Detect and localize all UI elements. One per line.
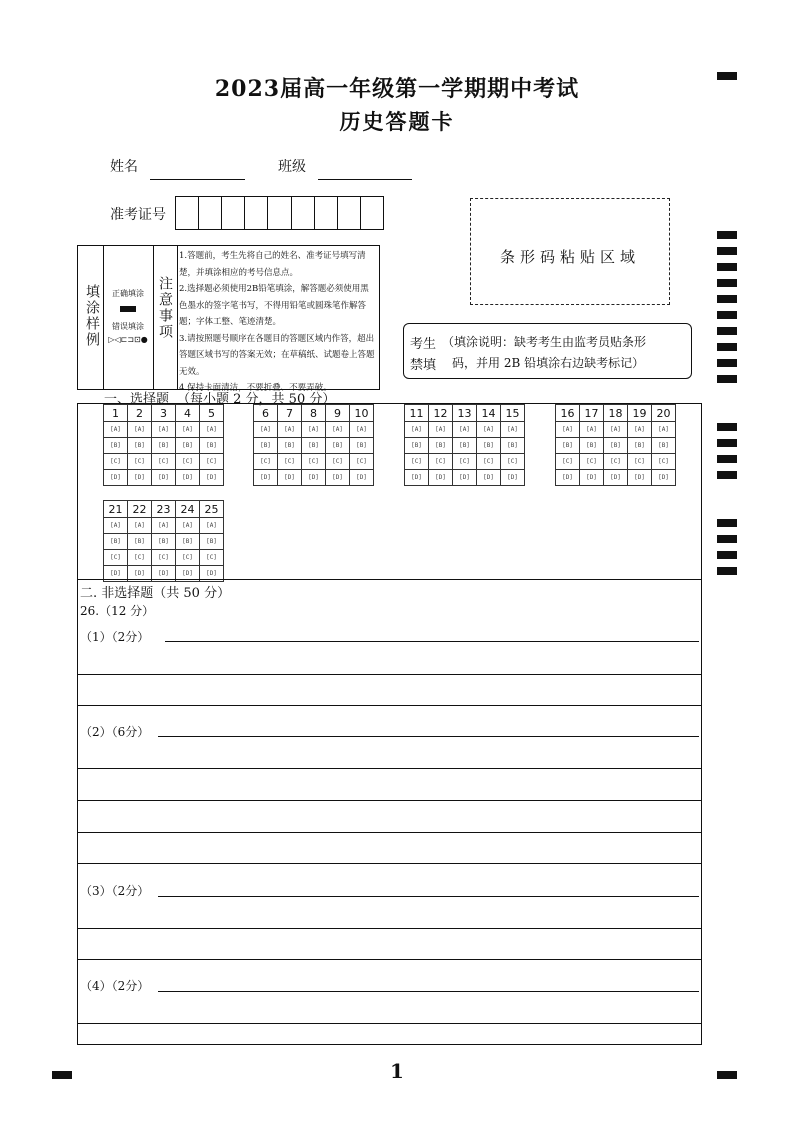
part-2-label: （2）（6分） (80, 725, 150, 739)
notice-item: 2.选择题必须使用2B铅笔填涂，解答题必须使用黑色墨水的签字笔书写，不得用铅笔或圆珠笔作解答题；字体工整、笔迹清楚。 (179, 284, 369, 327)
name-label: 姓名 (110, 159, 138, 175)
choice-group-1[interactable]: 1 2 3 4 5 [A] [A] [A] [A] [A] [B] [B] [B] [B] [B] [C] [C] [C] [C] [C] [D] [D] [D] [D] [D] (103, 404, 224, 486)
absent-box (403, 323, 692, 379)
answer-line[interactable] (77, 1023, 701, 1024)
section-divider (77, 579, 701, 580)
exam-id-label: 准考证号 (110, 207, 166, 223)
answer-line[interactable] (77, 863, 701, 864)
absent-text-2: 码，并用 2B 铅填涂右边缺考标记） (452, 356, 645, 370)
notice-item: 4.保持卡面清洁，不要折叠、不要弄破。 (179, 383, 332, 393)
answer-line[interactable] (77, 800, 701, 801)
choice-group-3[interactable]: 11 12 13 14 15 [A] [A] [A] [A] [A] [B] [B] [B] [B] [B] [C] [C] [C] [C] [C] [D] [D] [D] [D] [D] (404, 404, 525, 486)
class-field[interactable] (318, 179, 412, 180)
part-3-label: （3）（2分） (80, 884, 150, 898)
exam-title: 2023届高一年级第一学期期中考试 (214, 76, 580, 102)
answer-line[interactable] (77, 705, 701, 706)
choice-group-5[interactable]: 21 22 23 24 25 [A] [A] [A] [A] [A] [B] [B] [B] [B] [B] [C] [C] [C] [C] [C] [D] [D] [D] [D] [D] (103, 500, 224, 582)
answer-line[interactable] (77, 832, 701, 833)
answer-line[interactable] (158, 896, 699, 897)
absent-text-1: （填涂说明：缺考考生由监考员贴条形 (442, 335, 647, 349)
notice-box (77, 245, 380, 393)
correct-fill-label: 正确填涂 (112, 289, 144, 298)
section1-note: （每小题 2 分，共 50 分） (177, 392, 336, 407)
answer-line[interactable] (158, 736, 699, 737)
name-field[interactable] (150, 179, 245, 180)
correct-fill-mark (120, 306, 136, 312)
notice-heading: 注意事项 (157, 276, 173, 340)
section2-title: 二. 非选择题（共 50 分） (80, 586, 231, 601)
absent-label-1: 考生 (410, 337, 437, 352)
question-26-label: 26.（12 分） (80, 604, 155, 618)
choice-group-2[interactable]: 6 7 8 9 10 [A] [A] [A] [A] [A] [B] [B] [B] [B] [B] [C] [C] [C] [C] [C] [D] [D] [D] [D] [D] (253, 404, 374, 486)
answer-line[interactable] (77, 928, 701, 929)
answer-line[interactable] (77, 959, 701, 960)
absent-label-2: 禁填 (410, 358, 437, 373)
answer-line[interactable] (165, 641, 699, 642)
notice-items (179, 248, 377, 397)
fill-example-label: 填涂样例 (84, 284, 100, 348)
answer-line[interactable] (158, 991, 699, 992)
page-number: 1 (390, 1059, 404, 1083)
wrong-fill-label: 错误填涂 (112, 322, 144, 331)
barcode-label: 条形码粘贴区域 (499, 248, 640, 266)
answer-line[interactable] (77, 674, 701, 675)
answer-line[interactable] (77, 768, 701, 769)
exam-id-boxes[interactable] (175, 196, 384, 230)
barcode-area (470, 198, 670, 305)
part-4-label: （4）（2分） (80, 979, 150, 993)
notice-item: 1.答题前，考生先将自己的姓名、准考证号填写清楚，并填涂相应的考号信息点。 (179, 251, 366, 278)
exam-subtitle: 历史答题卡 (339, 109, 455, 134)
wrong-fill-marks: ▷◁⊏⊐⊡● (108, 335, 148, 344)
notice-item: 3.请按照题号顺序在各题目的答题区域内作答，超出答题区域书写的答案无效；在草稿纸、试题卷上答题无效。 (179, 333, 375, 377)
part-1-label: （1）（2分） (80, 630, 150, 644)
class-label: 班级 (278, 159, 306, 175)
choice-group-4[interactable]: 16 17 18 19 20 [A] [A] [A] [A] [A] [B] [B] [B] [B] [B] [C] [C] [C] [C] [C] [D] [D] [D] [D] [D] (555, 404, 676, 486)
section1-title: 一、选择题 (104, 392, 170, 407)
